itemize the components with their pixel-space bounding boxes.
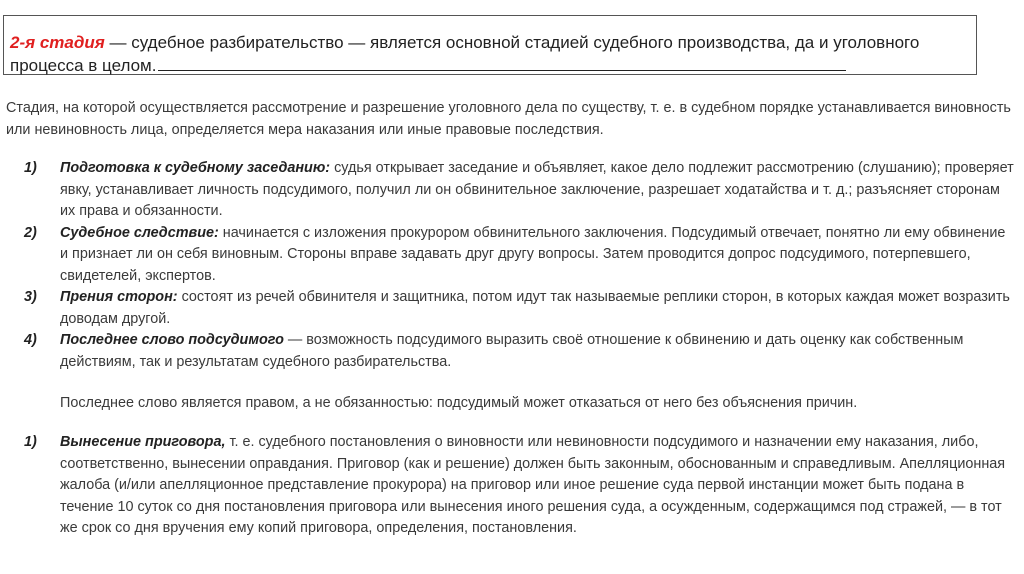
verdict-list [24,432,1014,540]
list-item [24,432,1014,540]
intro-paragraph: Стадия, на которой осуществляется рассмотрение и разрешение уголовного дела по существу, т. е. в судебном порядке устанавливается виновность или невиновность лица, определяется мера наказания или иные правовые последствия. [6,100,1011,138]
item-heading: Подготовка к судебному заседанию: [60,160,331,176]
item-text: т. е. судебного постановления о виновности или невиновности подсудимого и назначении ему наказания, либо, соответственно, вынесении оправдания. Приговор (как и решение) должен быть законным, обоснованным и справедливым. Апелляционная жалоба (и/или апелляционное представление прокурора) на приговор или иное решение суда первой инстанции может быть подана в течение 10 суток со дня постановления приговора или вынесения иного решения суда, а осужденным, содержащимся под стражей, — в тот же срок со дня вручения ему копий приговора, определения, постановления. [60,434,1006,536]
title-underline [158,69,846,71]
item-number: 1) [24,434,37,450]
item-text: — возможность подсудимого выразить своё отношение к обвинению и дать оценку как собственным действиям, так и результатам судебного разбирательства. [60,332,964,370]
item-text: начинается с изложения прокурором обвинительного заключения. Подсудимый отвечает, понятно ли ему обвинение и признает ли он себя виновным. Стороны вправе задавать друг другу вопросы. Затем проводится допрос подсудимого, потерпевшего, свидетелей, экспертов. [60,224,1006,284]
list-item [24,158,1014,223]
item-text: состоят из речей обвинителя и защитника, потом идут так называемые реплики сторон, в которых каждая может возразить доводам другой. [60,289,1010,327]
stage-title-text: — судебное разбирательство — является основной стадией судебного производства, да и уголовного процесса в целом. [10,33,920,75]
item-number: 3) [24,289,37,305]
item-heading: Вынесение приговора, [60,434,226,450]
stage-steps-list [24,158,1014,373]
item-heading: Последнее слово подсудимого [60,332,284,348]
stage-label: 2-я стадия [10,33,105,52]
item-number: 2) [24,224,37,241]
list-item [24,287,1014,330]
list-item [24,223,1014,288]
item-heading: Судебное следствие: [60,224,219,241]
item-number: 1) [24,160,37,176]
list-item [24,330,1014,373]
item-number: 4) [24,332,37,348]
stage-title-box [3,15,977,75]
item-heading: Прения сторон: [60,289,178,305]
item-text: судья открывает заседание и объявляет, какое дело подлежит рассмотрению (слушанию); проверяет явку, устанавливает личность подсудимого, получил ли он обвинительное заключение, разрешает ходатайства и т. д.; разъясняет сторонам их права и обязанности. [60,160,1014,219]
last-word-note: Последнее слово является правом, а не обязанностью: подсудимый может отказаться от него без объяснения причин. [60,395,858,411]
